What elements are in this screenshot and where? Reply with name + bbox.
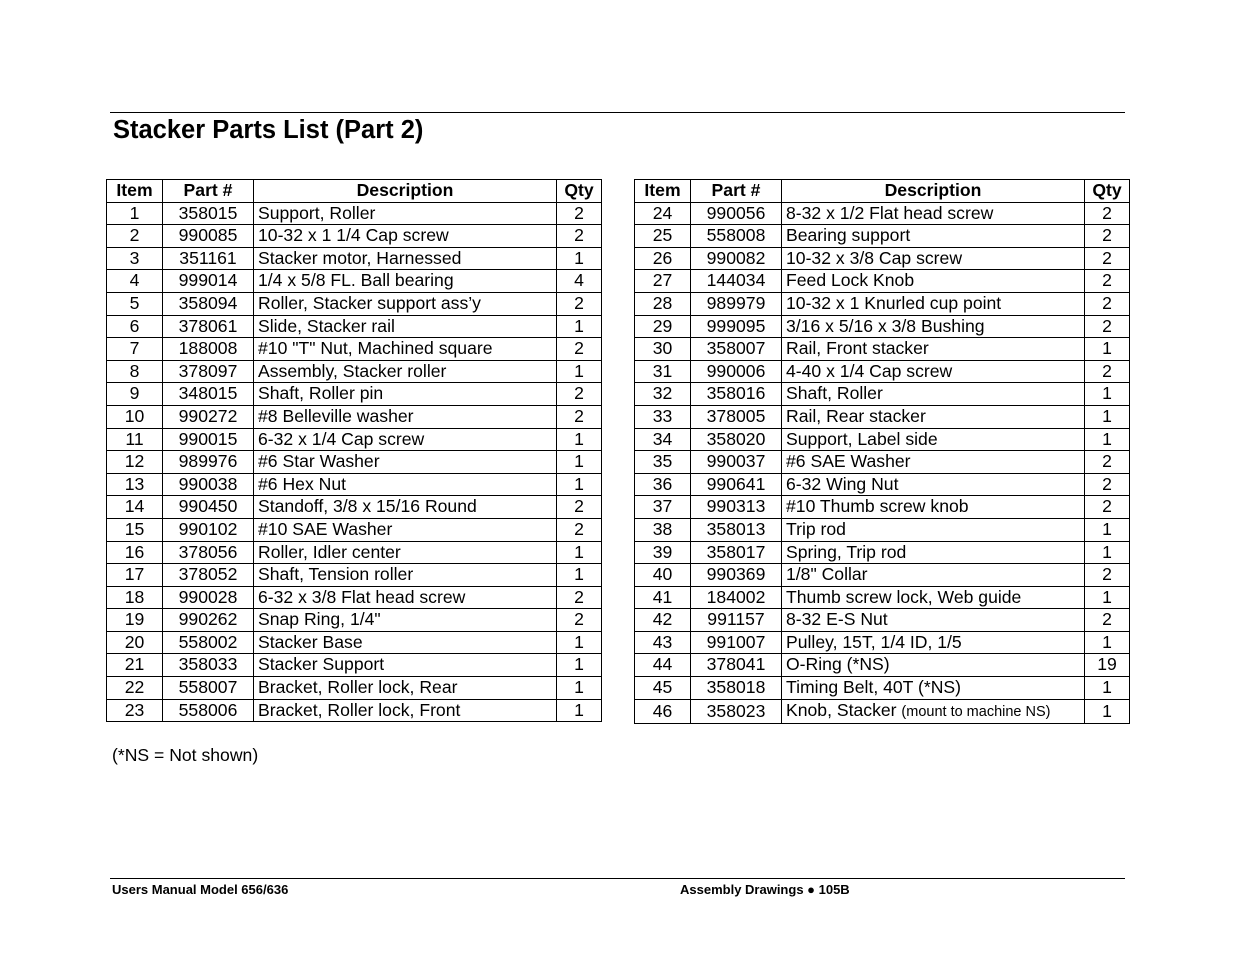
quantity-cell: 1: [557, 247, 602, 270]
description-cell: 1/8" Collar: [782, 564, 1085, 587]
description-cell: Shaft, Tension roller: [254, 564, 557, 587]
table-row: [107, 564, 602, 587]
description-text: Knob, Stacker: [786, 699, 897, 720]
part-number-cell: 378052: [163, 564, 254, 587]
quantity-cell: 1: [1085, 405, 1130, 428]
part-number-cell: 990038: [163, 473, 254, 496]
table-row: [107, 541, 602, 564]
header-rule: [110, 112, 1125, 113]
quantity-cell: 1: [1085, 699, 1130, 724]
item-number-cell: 42: [635, 609, 691, 632]
table-row: [107, 383, 602, 406]
description-cell: 10-32 x 3/8 Cap screw: [782, 247, 1085, 270]
quantity-cell: 1: [557, 451, 602, 474]
part-number-cell: 358017: [691, 541, 782, 564]
table-row: [107, 202, 602, 225]
table-row: [635, 654, 1130, 677]
part-number-cell: 990082: [691, 247, 782, 270]
part-number-cell: 558007: [163, 677, 254, 700]
item-number-cell: 5: [107, 292, 163, 315]
description-cell: Roller, Idler center: [254, 541, 557, 564]
table-row: [107, 225, 602, 248]
quantity-cell: 2: [1085, 225, 1130, 248]
description-cell: 6-32 Wing Nut: [782, 473, 1085, 496]
description-cell: 8-32 E-S Nut: [782, 609, 1085, 632]
part-number-cell: 990450: [163, 496, 254, 519]
quantity-cell: 2: [557, 292, 602, 315]
item-number-cell: 15: [107, 518, 163, 541]
item-number-cell: 3: [107, 247, 163, 270]
quantity-cell: 2: [557, 518, 602, 541]
item-number-cell: 22: [107, 677, 163, 700]
description-cell: Feed Lock Knob: [782, 270, 1085, 293]
item-number-cell: 30: [635, 338, 691, 361]
item-number-cell: 45: [635, 677, 691, 700]
description-cell: Thumb screw lock, Web guide: [782, 586, 1085, 609]
table-body: [107, 202, 602, 722]
table-row: [107, 428, 602, 451]
description-cell: 6-32 x 1/4 Cap screw: [254, 428, 557, 451]
quantity-cell: 2: [1085, 496, 1130, 519]
table-row: [635, 360, 1130, 383]
part-number-cell: 990102: [163, 518, 254, 541]
description-cell: Bracket, Roller lock, Rear: [254, 677, 557, 700]
part-number-cell: 378005: [691, 405, 782, 428]
footer-rule: [110, 878, 1125, 879]
part-number-cell: 990272: [163, 405, 254, 428]
part-number-cell: 348015: [163, 383, 254, 406]
description-cell: Stacker motor, Harnessed: [254, 247, 557, 270]
part-number-cell: 378061: [163, 315, 254, 338]
part-number-cell: 999095: [691, 315, 782, 338]
description-cell: Assembly, Stacker roller: [254, 360, 557, 383]
item-number-cell: 10: [107, 405, 163, 428]
description-cell: Timing Belt, 40T (*NS): [782, 677, 1085, 700]
table-row: [635, 292, 1130, 315]
item-number-cell: 14: [107, 496, 163, 519]
part-number-cell: 999014: [163, 270, 254, 293]
quantity-cell: 19: [1085, 654, 1130, 677]
table-row: [635, 677, 1130, 700]
item-number-cell: 33: [635, 405, 691, 428]
part-number-cell: 358013: [691, 518, 782, 541]
quantity-cell: 4: [557, 270, 602, 293]
item-number-cell: 27: [635, 270, 691, 293]
part-number-cell: 558006: [163, 699, 254, 722]
quantity-cell: 1: [557, 654, 602, 677]
part-number-cell: 358020: [691, 428, 782, 451]
part-number-cell: 990262: [163, 609, 254, 632]
quantity-cell: 1: [557, 631, 602, 654]
item-number-cell: 13: [107, 473, 163, 496]
quantity-cell: 2: [1085, 315, 1130, 338]
quantity-cell: 2: [1085, 247, 1130, 270]
table-row: [107, 451, 602, 474]
part-number-cell: 358094: [163, 292, 254, 315]
part-number-cell: 358018: [691, 677, 782, 700]
column-header-item: Item: [635, 180, 691, 203]
table-row: [635, 451, 1130, 474]
description-cell: Spring, Trip rod: [782, 541, 1085, 564]
table-row: [635, 496, 1130, 519]
item-number-cell: 39: [635, 541, 691, 564]
description-cell: Trip rod: [782, 518, 1085, 541]
table-row: [107, 586, 602, 609]
description-cell: #10 "T" Nut, Machined square: [254, 338, 557, 361]
quantity-cell: 1: [1085, 518, 1130, 541]
item-number-cell: 6: [107, 315, 163, 338]
table-row: [635, 631, 1130, 654]
part-number-cell: 991007: [691, 631, 782, 654]
description-cell: 6-32 x 3/8 Flat head screw: [254, 586, 557, 609]
item-number-cell: 21: [107, 654, 163, 677]
part-number-cell: 990006: [691, 360, 782, 383]
item-number-cell: 32: [635, 383, 691, 406]
description-cell: #8 Belleville washer: [254, 405, 557, 428]
part-number-cell: 990037: [691, 451, 782, 474]
table-row: [635, 247, 1130, 270]
item-number-cell: 36: [635, 473, 691, 496]
description-cell: #6 Hex Nut: [254, 473, 557, 496]
part-number-cell: 990641: [691, 473, 782, 496]
table-header-row: [635, 180, 1130, 203]
table-row: [107, 405, 602, 428]
table-row: [635, 564, 1130, 587]
part-number-cell: 358023: [691, 699, 782, 724]
part-number-cell: 351161: [163, 247, 254, 270]
description-cell: Stacker Base: [254, 631, 557, 654]
description-cell: 4-40 x 1/4 Cap screw: [782, 360, 1085, 383]
item-number-cell: 26: [635, 247, 691, 270]
column-header-part: Part #: [691, 180, 782, 203]
description-cell: 10-32 x 1 Knurled cup point: [782, 292, 1085, 315]
table-row: [635, 473, 1130, 496]
table-row: [635, 541, 1130, 564]
table-row: [107, 338, 602, 361]
table-row: [635, 270, 1130, 293]
description-cell: Slide, Stacker rail: [254, 315, 557, 338]
part-number-cell: 991157: [691, 609, 782, 632]
item-number-cell: 29: [635, 315, 691, 338]
item-number-cell: 20: [107, 631, 163, 654]
column-header-item: Item: [107, 180, 163, 203]
quantity-cell: 1: [557, 473, 602, 496]
column-header-qty: Qty: [1085, 180, 1130, 203]
description-cell: 3/16 x 5/16 x 3/8 Bushing: [782, 315, 1085, 338]
quantity-cell: 1: [1085, 631, 1130, 654]
item-number-cell: 2: [107, 225, 163, 248]
description-cell: Snap Ring, 1/4": [254, 609, 557, 632]
item-number-cell: 44: [635, 654, 691, 677]
quantity-cell: 1: [557, 315, 602, 338]
part-number-cell: 144034: [691, 270, 782, 293]
item-number-cell: 7: [107, 338, 163, 361]
description-cell: Support, Label side: [782, 428, 1085, 451]
table-row: [107, 496, 602, 519]
description-cell: Pulley, 15T, 1/4 ID, 1/5: [782, 631, 1085, 654]
table-row: [107, 292, 602, 315]
table-row: [107, 270, 602, 293]
table-row: [635, 225, 1130, 248]
table-row: [107, 473, 602, 496]
quantity-cell: 1: [557, 360, 602, 383]
footnote: (*NS = Not shown): [112, 745, 259, 765]
description-cell: Bracket, Roller lock, Front: [254, 699, 557, 722]
description-cell: [782, 699, 1085, 724]
description-cell: #6 Star Washer: [254, 451, 557, 474]
table-row: [635, 518, 1130, 541]
parts-table-right: [634, 179, 1130, 724]
parts-table-left: [106, 179, 602, 722]
table-row: [107, 699, 602, 722]
column-header-qty: Qty: [557, 180, 602, 203]
footer-manual-title: Users Manual Model 656/636: [112, 882, 289, 897]
part-number-cell: 990313: [691, 496, 782, 519]
description-cell: #10 Thumb screw knob: [782, 496, 1085, 519]
description-cell: Shaft, Roller: [782, 383, 1085, 406]
quantity-cell: 1: [1085, 586, 1130, 609]
table-row: [107, 360, 602, 383]
item-number-cell: 1: [107, 202, 163, 225]
description-cell: 1/4 x 5/8 FL. Ball bearing: [254, 270, 557, 293]
part-number-cell: 378097: [163, 360, 254, 383]
part-number-cell: 558002: [163, 631, 254, 654]
quantity-cell: 2: [1085, 202, 1130, 225]
description-cell: Stacker Support: [254, 654, 557, 677]
quantity-cell: 1: [1085, 338, 1130, 361]
item-number-cell: 8: [107, 360, 163, 383]
table-row: [635, 428, 1130, 451]
part-number-cell: 989976: [163, 451, 254, 474]
quantity-cell: 1: [1085, 428, 1130, 451]
description-cell: 10-32 x 1 1/4 Cap screw: [254, 225, 557, 248]
table-row: [107, 518, 602, 541]
table-row: [635, 338, 1130, 361]
quantity-cell: 2: [557, 496, 602, 519]
quantity-cell: 2: [1085, 360, 1130, 383]
description-cell: #6 SAE Washer: [782, 451, 1085, 474]
item-number-cell: 38: [635, 518, 691, 541]
quantity-cell: 2: [557, 338, 602, 361]
part-number-cell: 990056: [691, 202, 782, 225]
item-number-cell: 40: [635, 564, 691, 587]
item-number-cell: 17: [107, 564, 163, 587]
table-row: [107, 315, 602, 338]
quantity-cell: 1: [1085, 677, 1130, 700]
table-row: [635, 609, 1130, 632]
quantity-cell: 1: [557, 541, 602, 564]
quantity-cell: 1: [557, 699, 602, 722]
description-cell: Rail, Rear stacker: [782, 405, 1085, 428]
quantity-cell: 2: [557, 383, 602, 406]
description-cell: 8-32 x 1/2 Flat head screw: [782, 202, 1085, 225]
quantity-cell: 2: [1085, 609, 1130, 632]
item-number-cell: 25: [635, 225, 691, 248]
page-title: Stacker Parts List (Part 2): [113, 116, 424, 144]
item-number-cell: 12: [107, 451, 163, 474]
item-number-cell: 46: [635, 699, 691, 724]
column-header-part: Part #: [163, 180, 254, 203]
quantity-cell: 2: [1085, 270, 1130, 293]
item-number-cell: 4: [107, 270, 163, 293]
quantity-cell: 2: [1085, 292, 1130, 315]
table-row: [635, 405, 1130, 428]
quantity-cell: 2: [1085, 451, 1130, 474]
part-number-cell: 990085: [163, 225, 254, 248]
table-row: [635, 315, 1130, 338]
item-number-cell: 18: [107, 586, 163, 609]
item-number-cell: 11: [107, 428, 163, 451]
description-cell: #10 SAE Washer: [254, 518, 557, 541]
part-number-cell: 378041: [691, 654, 782, 677]
table-row: [107, 247, 602, 270]
item-number-cell: 43: [635, 631, 691, 654]
table-row: [635, 383, 1130, 406]
quantity-cell: 1: [1085, 383, 1130, 406]
table-row: [107, 677, 602, 700]
quantity-cell: 1: [557, 428, 602, 451]
item-number-cell: 31: [635, 360, 691, 383]
quantity-cell: 1: [1085, 541, 1130, 564]
column-header-description: Description: [254, 180, 557, 203]
table-row: [107, 654, 602, 677]
part-number-cell: 558008: [691, 225, 782, 248]
quantity-cell: 2: [557, 225, 602, 248]
quantity-cell: 2: [557, 609, 602, 632]
part-number-cell: 188008: [163, 338, 254, 361]
part-number-cell: 990369: [691, 564, 782, 587]
quantity-cell: 2: [557, 202, 602, 225]
part-number-cell: 989979: [691, 292, 782, 315]
table-header-row: [107, 180, 602, 203]
item-number-cell: 9: [107, 383, 163, 406]
item-number-cell: 24: [635, 202, 691, 225]
description-cell: Standoff, 3/8 x 15/16 Round: [254, 496, 557, 519]
table-row: [107, 631, 602, 654]
part-number-cell: 358016: [691, 383, 782, 406]
item-number-cell: 41: [635, 586, 691, 609]
part-number-cell: 184002: [691, 586, 782, 609]
description-cell: Bearing support: [782, 225, 1085, 248]
footer-section-page: Assembly Drawings ● 105B: [680, 882, 850, 897]
item-number-cell: 28: [635, 292, 691, 315]
description-cell: Support, Roller: [254, 202, 557, 225]
table-body: [635, 202, 1130, 724]
item-number-cell: 16: [107, 541, 163, 564]
item-number-cell: 23: [107, 699, 163, 722]
table-row: [635, 586, 1130, 609]
part-number-cell: 358007: [691, 338, 782, 361]
table-row: [635, 699, 1130, 724]
part-number-cell: 990015: [163, 428, 254, 451]
part-number-cell: 378056: [163, 541, 254, 564]
description-cell: Shaft, Roller pin: [254, 383, 557, 406]
description-cell: Rail, Front stacker: [782, 338, 1085, 361]
item-number-cell: 35: [635, 451, 691, 474]
quantity-cell: 2: [557, 586, 602, 609]
item-number-cell: 34: [635, 428, 691, 451]
quantity-cell: 1: [557, 677, 602, 700]
part-number-cell: 358033: [163, 654, 254, 677]
item-number-cell: 19: [107, 609, 163, 632]
table-row: [635, 202, 1130, 225]
description-note: (mount to machine NS): [901, 703, 1051, 720]
item-number-cell: 37: [635, 496, 691, 519]
quantity-cell: 2: [1085, 564, 1130, 587]
part-number-cell: 990028: [163, 586, 254, 609]
column-header-description: Description: [782, 180, 1085, 203]
description-cell: Roller, Stacker support ass’y: [254, 292, 557, 315]
quantity-cell: 1: [557, 564, 602, 587]
quantity-cell: 2: [1085, 473, 1130, 496]
table-row: [107, 609, 602, 632]
description-cell: O-Ring (*NS): [782, 654, 1085, 677]
part-number-cell: 358015: [163, 202, 254, 225]
quantity-cell: 2: [557, 405, 602, 428]
